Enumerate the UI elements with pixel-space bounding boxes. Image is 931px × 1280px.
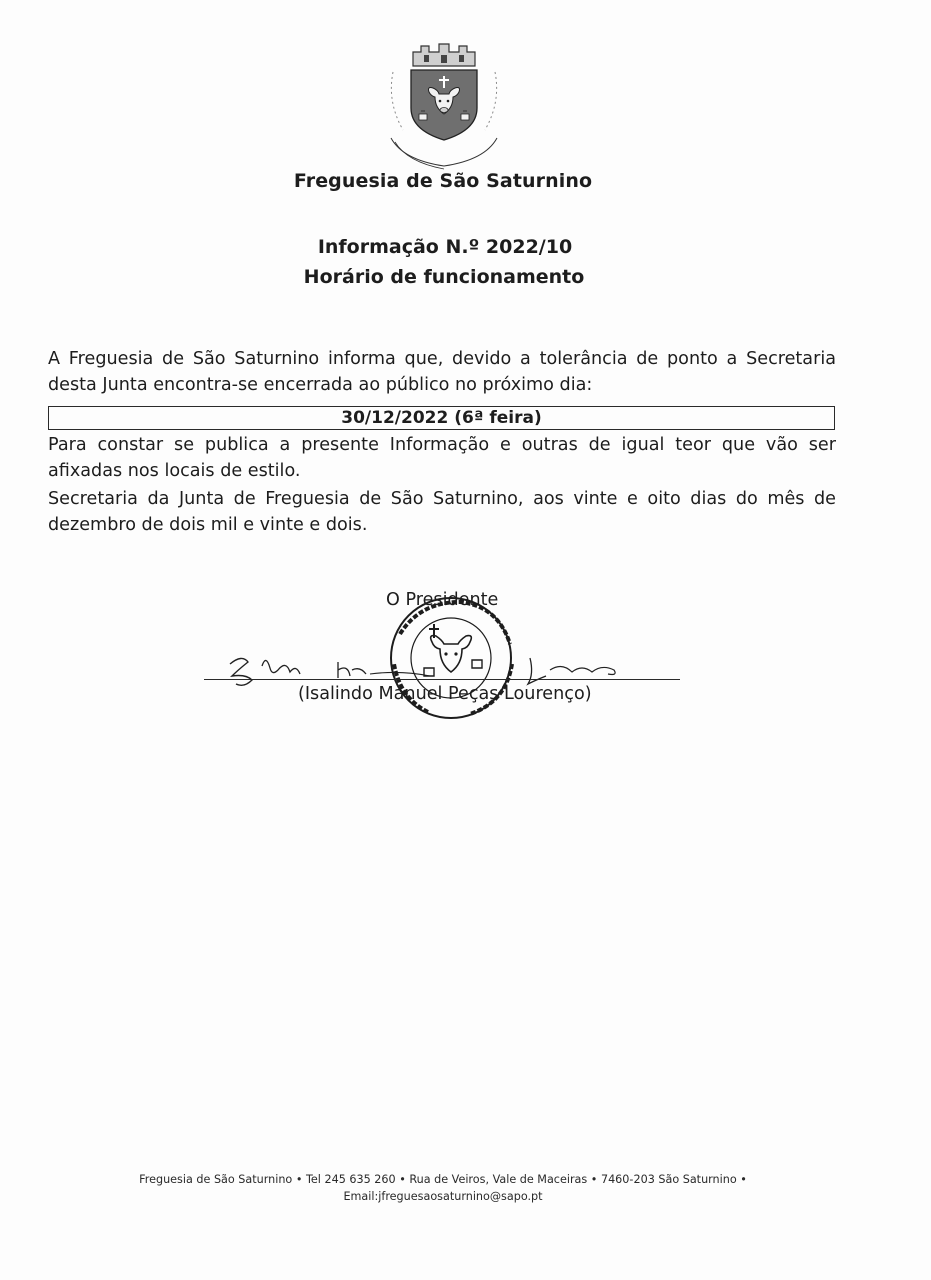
closure-date: 30/12/2022 (6ª feira) xyxy=(341,408,542,428)
publication-paragraph: Para constar se publica a presente Informação e outras de igual teor que vão ser afixadas nos locais de estilo. xyxy=(48,435,836,481)
closing-paragraph: Secretaria da Junta de Freguesia de São Saturnino, aos vinte e oito dias do mês de dezembro de dois mil e vinte e dois. xyxy=(48,489,836,535)
organization-name: Freguesia de São Saturnino xyxy=(293,170,593,192)
closure-date-box xyxy=(48,406,835,430)
information-subject: Horário de funcionamento xyxy=(303,266,585,288)
signatory-name: (Isalindo Manuel Peças Lourenço) xyxy=(298,684,592,704)
footer-address: Freguesia de São Saturnino • Tel 245 635 260 • Rua de Veiros, Vale de Maceiras • 7460-203 São Saturnino • xyxy=(139,1173,747,1186)
announcement-paragraph: A Freguesia de São Saturnino informa que, devido a tolerância de ponto a Secretaria desta Junta encontra-se encerrada ao público no próximo dia: xyxy=(48,349,836,395)
footer-email: Email:jfreguesaosaturnino@sapo.pt xyxy=(343,1190,543,1203)
footer-contact xyxy=(0,1171,886,1205)
coat-of-arms-logo xyxy=(383,42,505,170)
signature-line xyxy=(204,679,680,680)
signatory-title: O Presidente xyxy=(386,590,499,610)
information-number: Informação N.º 2022/10 xyxy=(317,236,573,258)
